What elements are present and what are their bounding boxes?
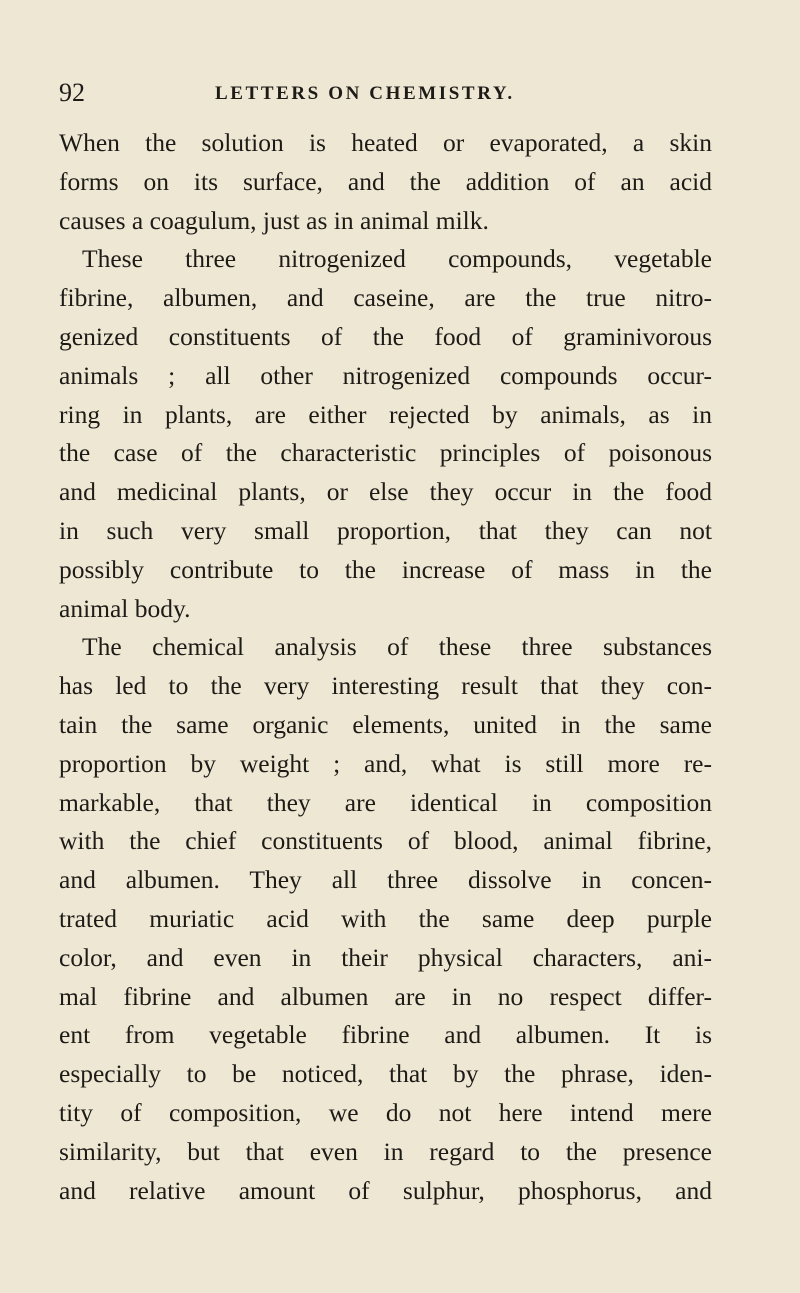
text-line: possibly contribute to the increase of mass in the: [59, 554, 712, 584]
text-line: tity of composition, we do not here intend mere: [59, 1097, 712, 1127]
text-line: tain the same organic elements, united in the same: [59, 709, 712, 739]
text-line: mal fibrine and albumen are in no respect differ-: [59, 981, 712, 1011]
text-line: similarity, but that even in regard to the presence: [59, 1136, 712, 1166]
text-line: The chemical analysis of these three substances: [82, 632, 712, 662]
text-line: animal body.: [59, 593, 191, 623]
text-line: the case of the characteristic principles of poisonous: [59, 438, 712, 468]
running-title: LETTERS ON CHEMISTRY.: [215, 83, 515, 104]
text-line: When the solution is heated or evaporated, a skin: [59, 128, 712, 157]
text-line: ring in plants, are either rejected by animals, as in: [59, 399, 712, 429]
text-line: proportion by weight ; and, what is still more re-: [59, 748, 712, 778]
text-line: and relative amount of sulphur, phosphorus, and: [59, 1175, 712, 1205]
page-number: 92: [59, 78, 85, 107]
running-head: [59, 78, 719, 108]
text-line: especially to be noticed, that by the phrase, iden-: [59, 1059, 712, 1089]
text-line: ent from vegetable fibrine and albumen. It is: [59, 1020, 712, 1050]
text-line: has led to the very interesting result that they con-: [59, 671, 712, 701]
text-line: genized constituents of the food of graminivorous: [59, 321, 712, 351]
text-line: causes a coagulum, just as in animal milk.: [59, 205, 489, 235]
text-line: in such very small proportion, that they can not: [59, 515, 712, 545]
text-line: trated muriatic acid with the same deep purple: [59, 903, 712, 933]
text-line: and medicinal plants, or else they occur in the food: [59, 477, 712, 507]
text-line: fibrine, albumen, and caseine, are the true nitro-: [59, 283, 712, 313]
text-line: color, and even in their physical characters, ani-: [59, 942, 712, 972]
body-text: [59, 124, 712, 1210]
text-line: These three nitrogenized compounds, vegetable: [82, 244, 712, 274]
text-line: and albumen. They all three dissolve in concen-: [59, 865, 712, 895]
text-line: forms on its surface, and the addition of an acid: [59, 166, 712, 196]
text-line: with the chief constituents of blood, animal fibrine,: [59, 826, 712, 856]
text-line: markable, that they are identical in composition: [59, 787, 712, 817]
text-line: animals ; all other nitrogenized compounds occur-: [59, 360, 712, 390]
